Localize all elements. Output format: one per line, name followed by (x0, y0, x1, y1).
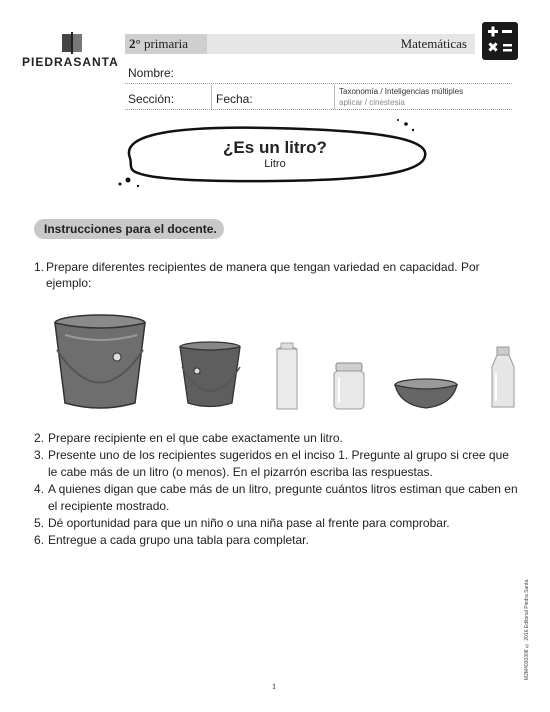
list-item: 2. Prepare recipiente en el que cabe exactamente un litro. (34, 431, 343, 445)
list-item: 5. Dé oportunidad para que un niño o una niña pase al frente para comprobar. (34, 516, 450, 530)
taxonomy-values: aplicar / cinestesia (339, 98, 405, 107)
title-area (110, 138, 440, 170)
grade-label: 2° primaria (125, 34, 207, 54)
math-operations-icon (482, 22, 518, 60)
small-bucket-icon (180, 342, 240, 407)
page-number: 1 (272, 682, 276, 691)
step-number: 1. (34, 260, 45, 274)
steps-list (34, 430, 520, 549)
section-label: Sección: (128, 92, 175, 106)
list-item: 3. Presente uno de los recipientes sugeridos en el inciso 1. Pregunte al grupo si cree que le cabe más de un litro (o menos). En el pizarrón escriba las respuestas. (34, 448, 509, 479)
list-item: 6. Entregue a cada grupo una tabla para completar. (34, 533, 309, 547)
containers-illustration (45, 305, 525, 420)
name-line (125, 83, 512, 84)
subject-label: Matemáticas (207, 34, 475, 54)
basin-icon (395, 379, 457, 408)
name-label: Nombre: (128, 66, 175, 80)
large-bucket-icon (55, 315, 145, 408)
page-title: ¿Es un litro? (223, 138, 327, 157)
book-icon (60, 32, 86, 54)
copyright-note: M2M4030308 © 2016 Editorial Piedra Santa. (524, 578, 530, 680)
divider (211, 85, 212, 109)
step-1 (34, 259, 504, 291)
glass-jar-icon (334, 363, 364, 409)
date-label: Fecha: (216, 92, 253, 106)
section-line (125, 109, 512, 110)
divider (334, 85, 335, 109)
publisher-name: PIEDRASANTA (22, 55, 119, 69)
instructions-tag: Instrucciones para el docente. (34, 219, 224, 239)
milk-carton-icon (277, 343, 297, 409)
bottle-icon (492, 347, 514, 407)
page-subtitle: Litro (264, 158, 286, 170)
step-text: Prepare diferentes recipientes de manera que tengan variedad en capacidad. Por ejemplo: (46, 260, 480, 290)
taxonomy-label: Taxonomía / Inteligencias múltiples (339, 87, 464, 96)
list-item: 4. A quienes digan que cabe más de un litro, pregunte cuántos litros estiman que caben en el recipiente mostrado. (34, 482, 518, 513)
